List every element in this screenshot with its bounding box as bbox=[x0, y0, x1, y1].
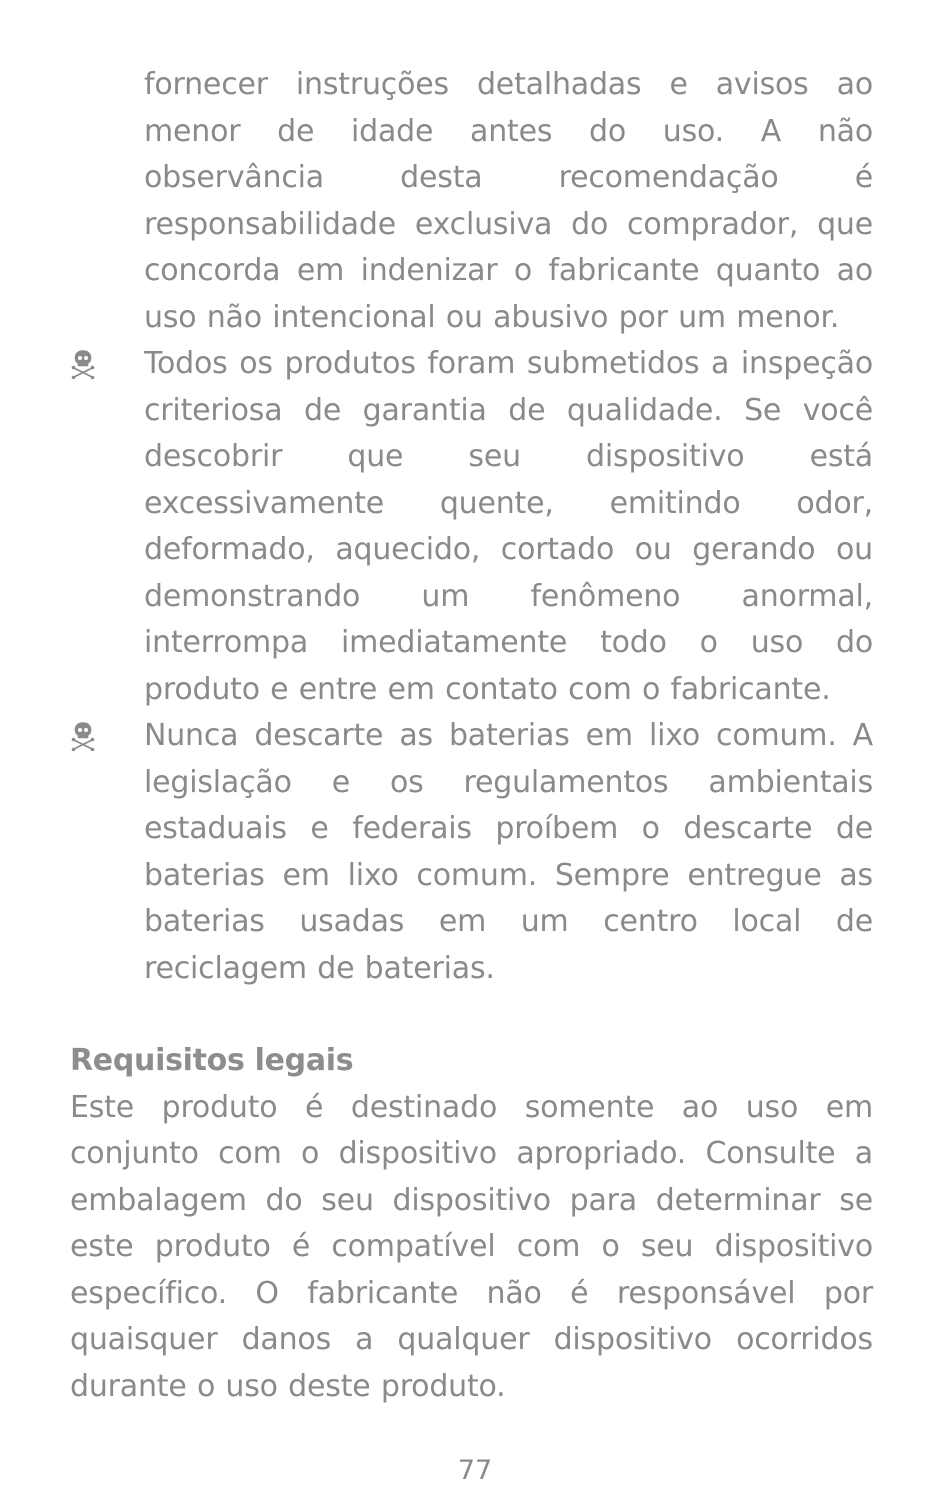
warning-bullet-text: Todos os produtos foram submetidos a inspeção criteriosa de garantia de qualidade. Se você descobrir que seu dispositivo está excessivamente quente, emitindo odor, deformado, aquecido, cortado ou gerando ou demonstrando um fenômeno anormal, interrompa imediatamente todo o uso do produto e entre em contato com o fabricante. bbox=[144, 346, 873, 707]
section-heading: Requisitos legais bbox=[70, 1043, 354, 1078]
warning-bullet-item bbox=[70, 341, 873, 713]
warning-bullet-item bbox=[70, 713, 873, 992]
continuation-paragraph: fornecer instruções detalhadas e avisos ao menor de idade antes do uso. A não observância desta recomendação é responsabilidade exclusiva do comprador, que concorda em indenizar o fabricante quanto ao uso não intencional ou abusivo por um menor. bbox=[144, 67, 873, 335]
section-paragraph: Este produto é destinado somente ao uso em conjunto com o dispositivo apropriado. Consulte a embalagem do seu dispositivo para determinar se este produto é compatível com o seu dispositivo específico. O fabricante não é responsável por quaisquer danos a qualquer dispositivo ocorridos durante o uso deste produto. bbox=[70, 1089, 873, 1404]
document-page bbox=[70, 62, 873, 1410]
skull-crossbones-icon bbox=[70, 721, 96, 751]
warning-bullet-text: Nunca descarte as baterias em lixo comum. A legislação e os regulamentos ambientais estaduais e federais proíbem o descarte de baterias em lixo comum. Sempre entregue as baterias usadas em um centro local de reciclagem de baterias. bbox=[144, 718, 873, 986]
skull-crossbones-icon bbox=[70, 349, 96, 379]
continuation-item bbox=[70, 62, 873, 341]
page-number: 77 bbox=[457, 1455, 493, 1486]
